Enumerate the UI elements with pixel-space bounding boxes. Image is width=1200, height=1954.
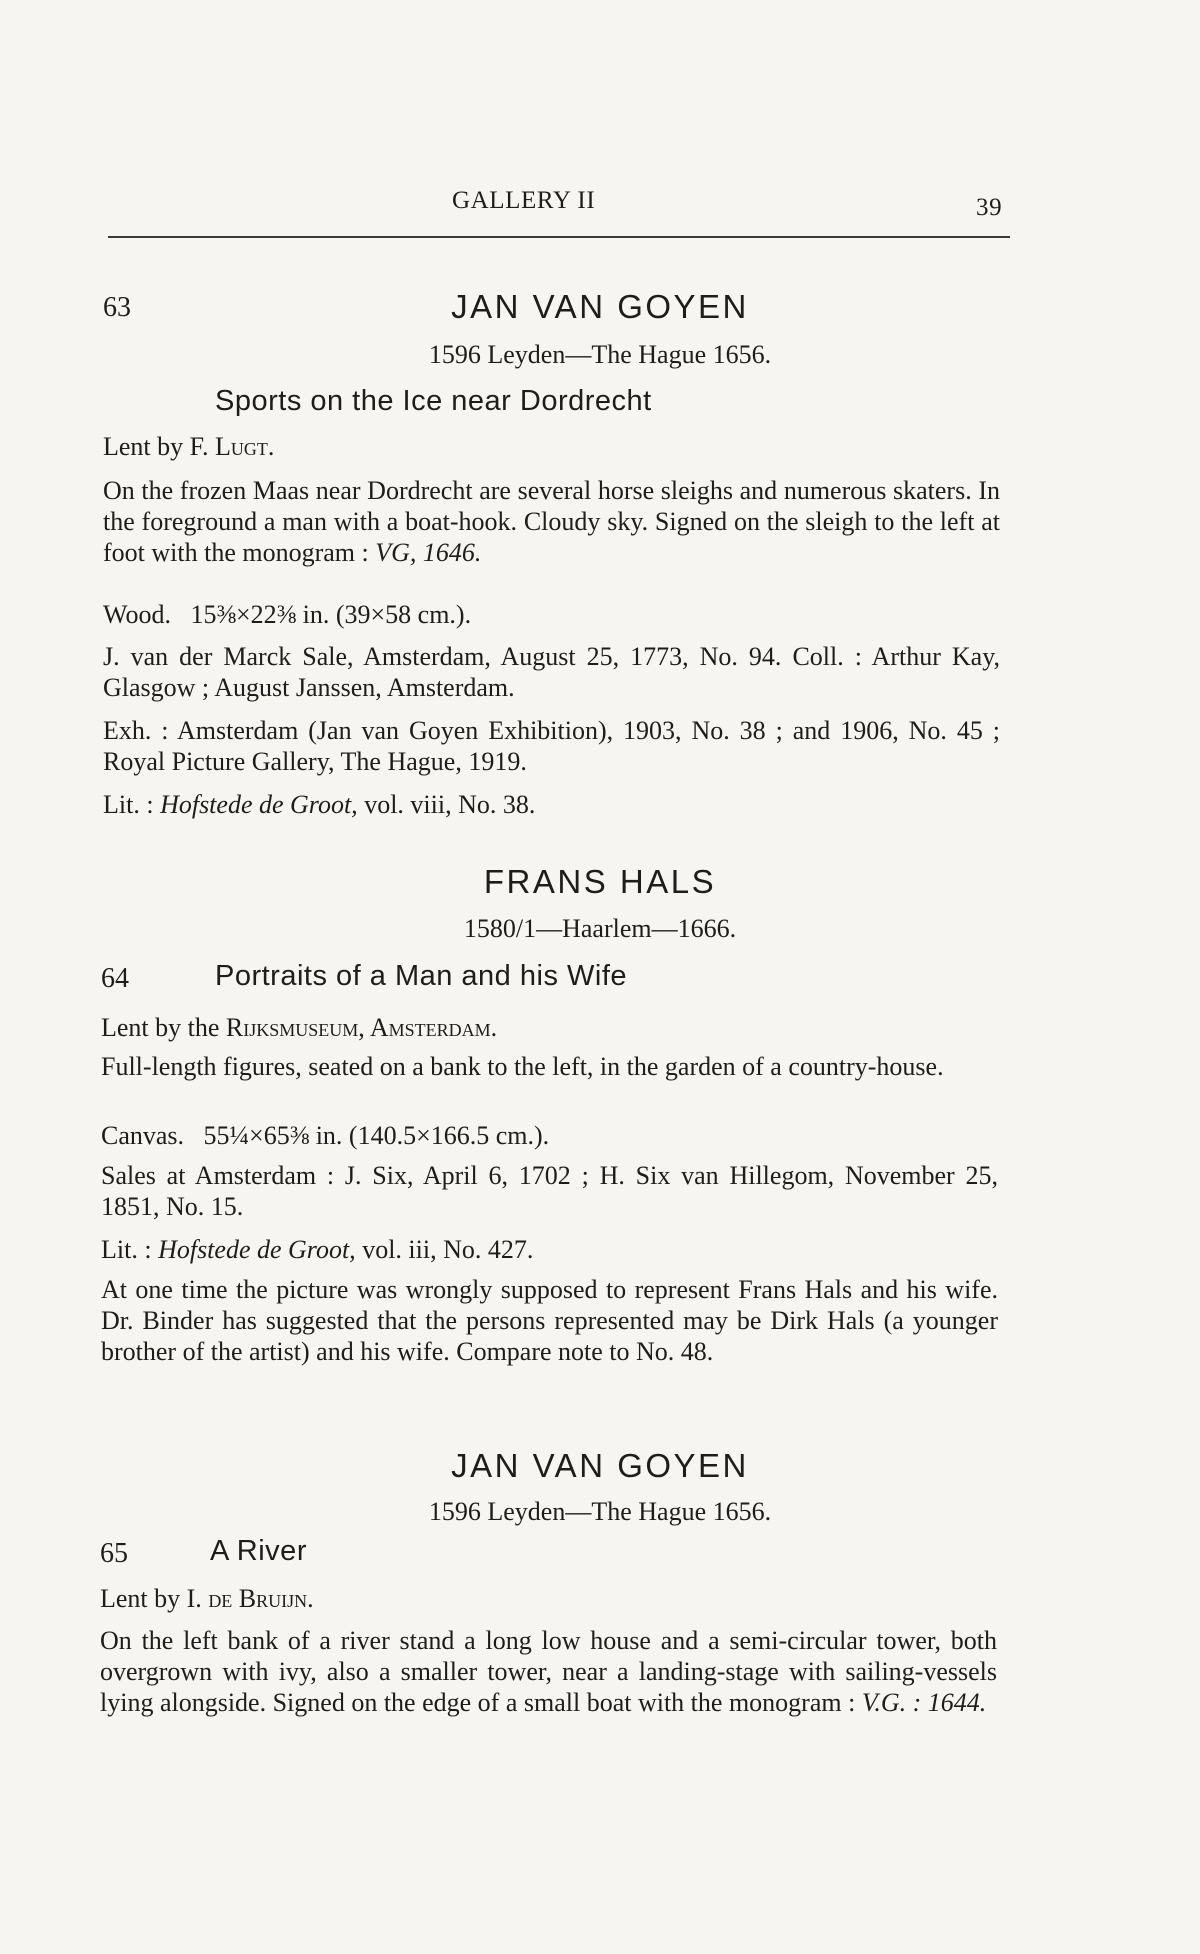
lender-name: de Bruijn. (208, 1584, 314, 1613)
artist-dates: 1596 Leyden—The Hague 1656. (428, 1497, 772, 1526)
medium-dimensions: Wood. 15⅜×22⅜ in. (39×58 cm.). (103, 600, 472, 629)
header-rule (108, 236, 1010, 238)
artwork-title: A River (210, 1535, 307, 1567)
artist-name: FRANS HALS (483, 863, 717, 900)
entry-number: 65 (100, 1538, 128, 1569)
artist-dates: 1580/1—Haarlem—1666. (463, 914, 737, 943)
artwork-description: Full-length figures, seated on a bank to the left, in the garden of a country-house. (101, 1052, 944, 1081)
artist-name: JAN VAN GOYEN (451, 1447, 749, 1484)
provenance: Sales at Amsterdam : J. Six, April 6, 1702 ; H. Six van Hillegom, November 25, 1851, No. 15. (101, 1161, 998, 1221)
curatorial-note: At one time the picture was wrongly supposed to represent Frans Hals and his wife. Dr. Binder has suggested that the persons represented may be Dirk Hals (a younger brother of the artist) and his wife. Compare note to No. 48. (101, 1275, 998, 1366)
lender-name: Rijksmuseum, Amsterdam. (225, 1013, 498, 1042)
artwork-title: Sports on the Ice near Dordrecht (215, 385, 652, 417)
lender-line (101, 1013, 497, 1043)
artwork-title: Portraits of a Man and his Wife (215, 960, 627, 992)
monogram-text: VG, 1646. (375, 538, 482, 567)
medium-dimensions: Canvas. 55¼×65⅜ in. (140.5×166.5 cm.). (101, 1121, 550, 1150)
lender-name: Lugt. (215, 432, 275, 461)
running-title: GALLERY II (452, 187, 596, 214)
monogram-text: V.G. : 1644. (861, 1688, 987, 1717)
lit-suffix: vol. iii, No. 427. (355, 1235, 534, 1264)
page-number: 39 (976, 194, 1003, 221)
lit-reference: Hofstede de Groot, (158, 1235, 356, 1264)
lit-suffix: vol. viii, No. 38. (357, 790, 536, 819)
lender-prefix: Lent by the (101, 1013, 226, 1042)
entry-number: 63 (103, 292, 131, 323)
literature (101, 1235, 533, 1265)
lit-prefix: Lit. : (101, 1235, 159, 1264)
literature (103, 790, 535, 820)
lender-prefix: Lent by I. (100, 1584, 209, 1613)
artwork-description (100, 1625, 997, 1718)
exhibitions: Exh. : Amsterdam (Jan van Goyen Exhibition), 1903, No. 38 ; and 1906, No. 45 ; Royal Picture Gallery, The Hague, 1919. (103, 716, 1000, 776)
description-text: On the left bank of a river stand a long low house and a semi-circular tower, both overgrown with ivy, also a smaller tower, near a landing-stage with sailing-vessels lying alongside. Signed on the edge of a small boat with the monogram : (100, 1626, 997, 1717)
artwork-description (103, 475, 1000, 568)
lender-prefix: Lent by F. (103, 432, 216, 461)
lender-line (100, 1584, 314, 1614)
lit-reference: Hofstede de Groot, (160, 790, 358, 819)
lit-prefix: Lit. : (103, 790, 161, 819)
entry-number: 64 (101, 963, 129, 994)
artist-name: JAN VAN GOYEN (451, 288, 749, 325)
provenance: J. van der Marck Sale, Amsterdam, August 25, 1773, No. 94. Coll. : Arthur Kay, Glasgow ; August Janssen, Amsterdam. (103, 642, 1000, 702)
lender-line (103, 432, 274, 462)
artist-dates: 1596 Leyden—The Hague 1656. (428, 340, 772, 369)
description-text: On the frozen Maas near Dordrecht are several horse sleighs and numerous skaters. In the foreground a man with a boat-hook. Cloudy sky. Signed on the sleigh to the left at foot with the monogram : (103, 476, 1000, 567)
